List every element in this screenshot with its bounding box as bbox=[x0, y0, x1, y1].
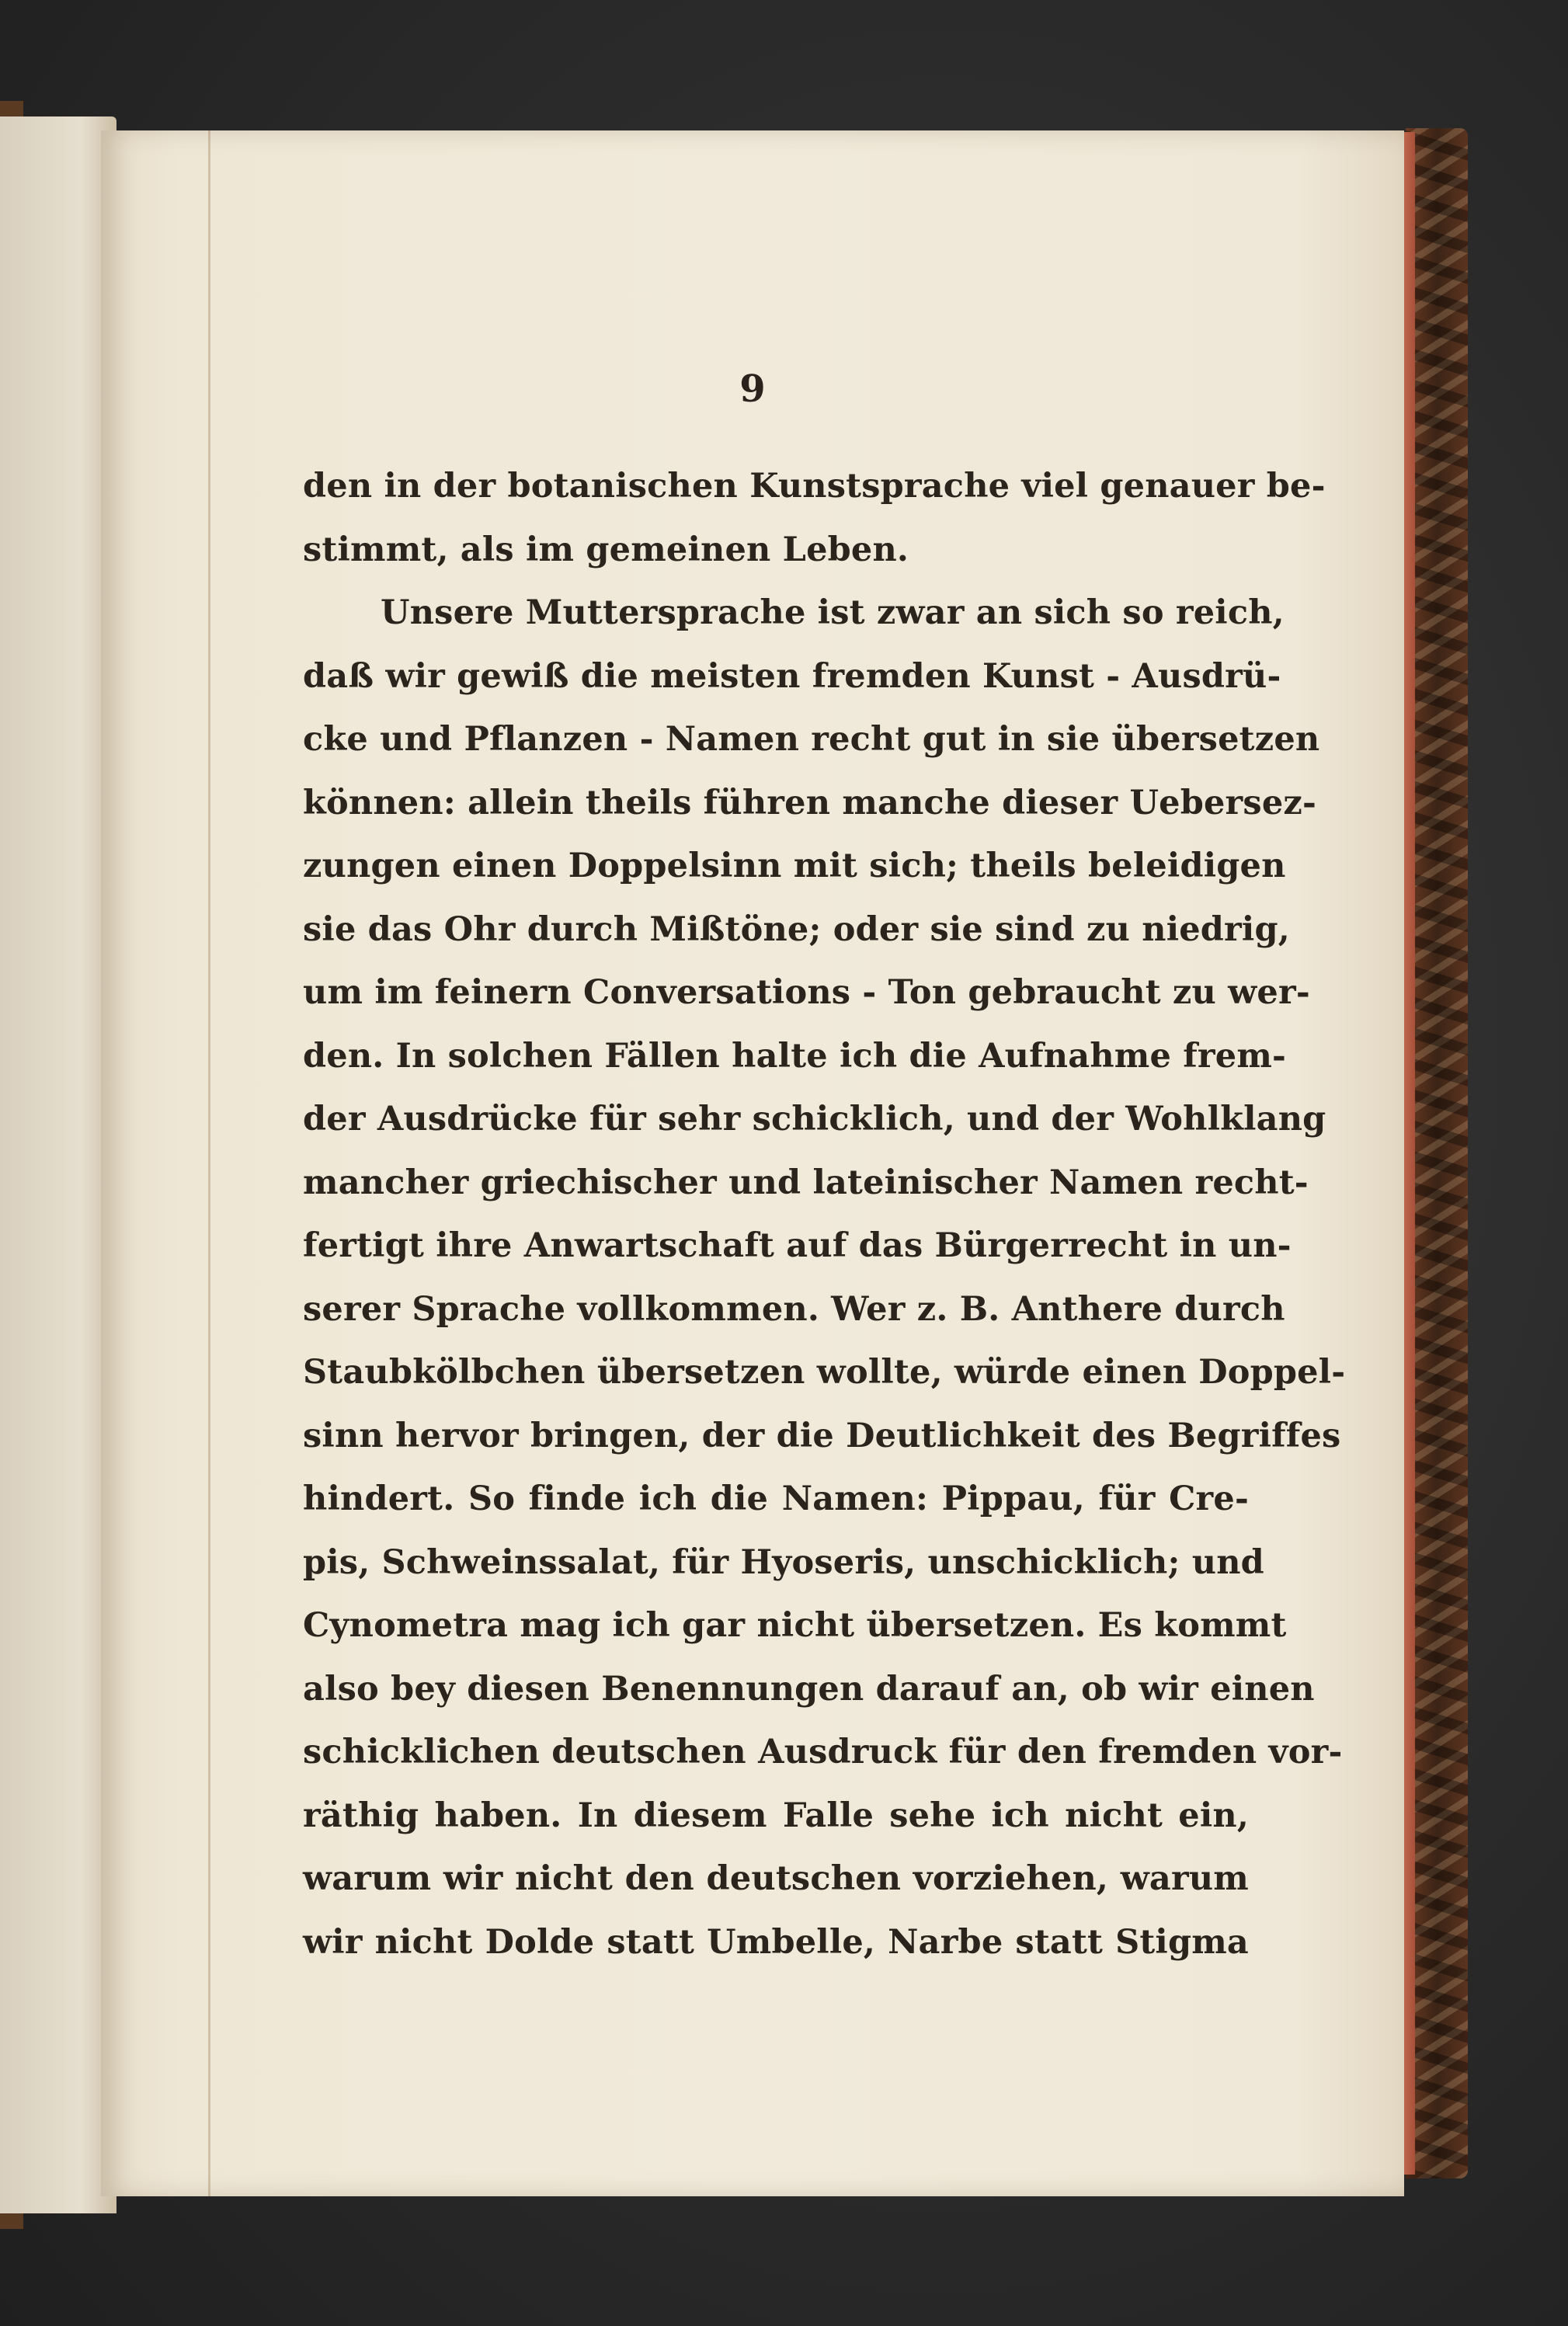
text-line: den in der botanischen Kunstsprache viel genauer be- bbox=[303, 467, 1326, 506]
page-number: 9 bbox=[739, 367, 766, 411]
text-line: schicklichen deutschen Ausdruck für den fremden vor- bbox=[303, 1733, 1343, 1771]
text-line: Unsere Muttersprache ist zwar an sich so reich, bbox=[381, 593, 1285, 632]
text-line: sinn hervor bringen, der die Deutlichkeit des Begriffes bbox=[303, 1416, 1341, 1455]
text-line: daß wir gewiß die meisten fremden Kunst - Ausdrü- bbox=[303, 656, 1281, 696]
marbled-cover-edge bbox=[1406, 128, 1468, 2178]
left-page bbox=[0, 116, 116, 2213]
text-line: Cynometra mag ich gar nicht übersetzen. Es kommt bbox=[303, 1606, 1287, 1645]
text-line: also bey diesen Benennungen darauf an, ob wir einen bbox=[303, 1669, 1315, 1709]
text-line: räthig haben. In diesem Falle sehe ich nicht ein, bbox=[303, 1796, 1249, 1835]
text-line: warum wir nicht den deutschen vorziehen, warum bbox=[303, 1859, 1249, 1898]
body-text bbox=[303, 455, 1346, 1974]
text-line: serer Sprache vollkommen. Wer z. B. Anthere durch bbox=[303, 1289, 1285, 1329]
text-line: fertigt ihre Anwartschaft auf das Bürgerrecht in un- bbox=[303, 1226, 1292, 1265]
text-line: um im feinern Conversations - Ton gebraucht zu wer- bbox=[303, 973, 1310, 1012]
text-line: den. In solchen Fällen halte ich die Aufnahme frem- bbox=[303, 1036, 1287, 1076]
text-line: mancher griechischer und lateinischer Namen recht- bbox=[303, 1163, 1309, 1202]
text-line: stimmt, als im gemeinen Leben. bbox=[303, 530, 909, 569]
text-line: Staubkölbchen übersetzen wollte, würde einen Doppel- bbox=[303, 1353, 1346, 1392]
text-line: der Ausdrücke für sehr schicklich, und der Wohlklang bbox=[303, 1100, 1326, 1139]
text-line: sie das Ohr durch Mißtöne; oder sie sind zu niedrig, bbox=[303, 909, 1290, 949]
text-line: wir nicht Dolde statt Umbelle, Narbe statt Stigma bbox=[303, 1922, 1249, 1962]
right-page bbox=[101, 130, 1404, 2196]
text-line: hindert. So finde ich die Namen: Pippau, für Cre- bbox=[303, 1479, 1249, 1518]
text-line: können: allein theils führen manche dieser Uebersez- bbox=[303, 783, 1317, 822]
text-line: pis, Schweinssalat, für Hyoseris, unschicklich; und bbox=[303, 1542, 1264, 1582]
text-line: zungen einen Doppelsinn mit sich; theils beleidigen bbox=[303, 847, 1286, 885]
text-line: cke und Pflanzen - Namen recht gut in sie übersetzen bbox=[303, 720, 1320, 759]
gutter-line bbox=[208, 130, 210, 2196]
